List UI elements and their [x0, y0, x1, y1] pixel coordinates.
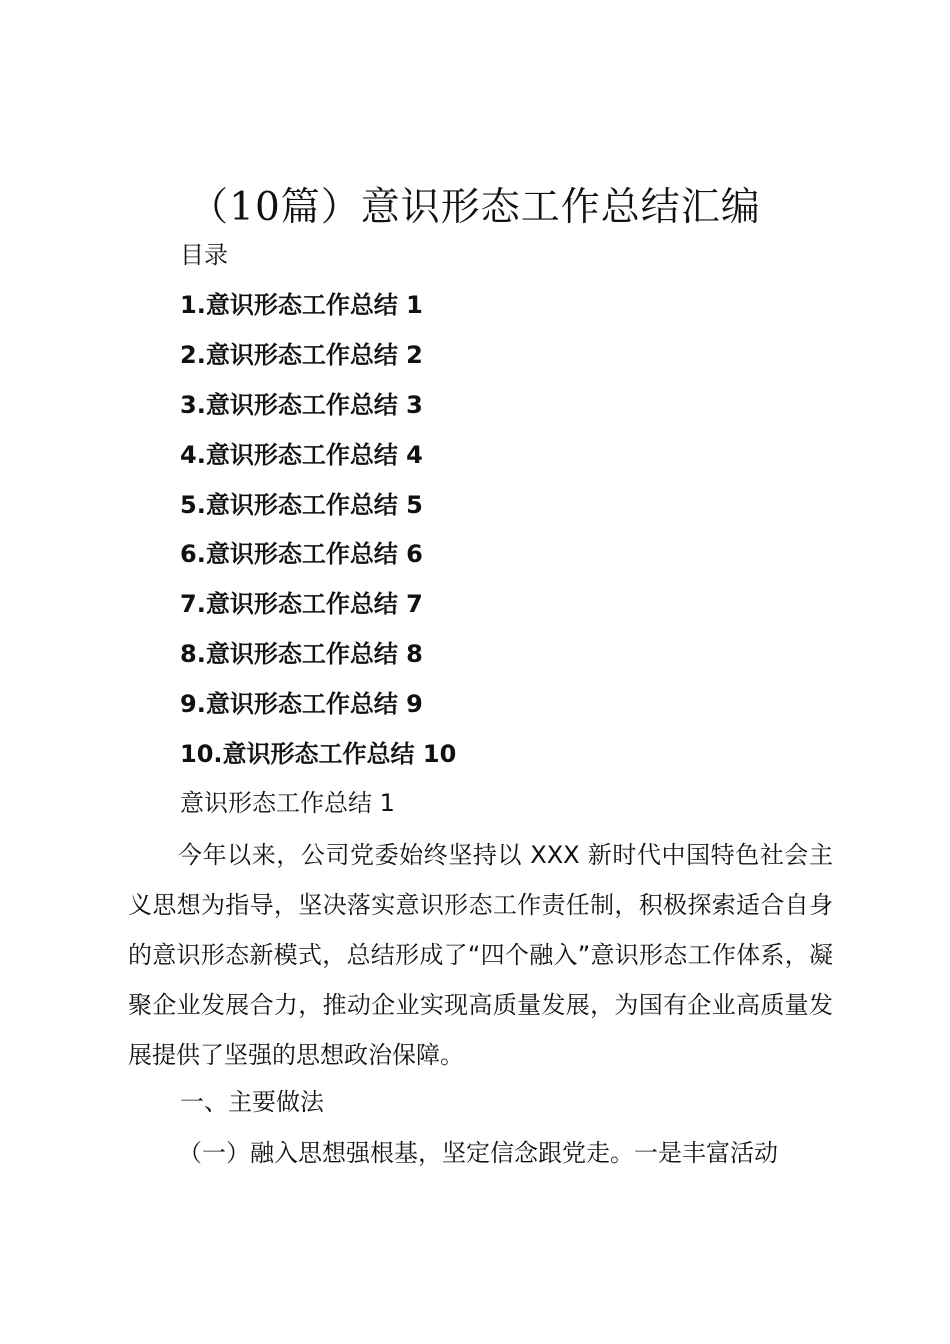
toc-item-6[interactable]: 6.意识形态工作总结 6 [180, 540, 423, 569]
table-of-contents [180, 288, 456, 787]
document-title: （10篇）意识形态工作总结汇编 [189, 185, 761, 230]
toc-item-1[interactable]: 1.意识形态工作总结 1 [180, 291, 423, 319]
section-title: 意识形态工作总结 1 [180, 789, 395, 817]
toc-heading: 目录 [180, 241, 228, 269]
toc-item-2[interactable]: 2.意识形态工作总结 2 [180, 340, 423, 369]
toc-item-9[interactable]: 9.意识形态工作总结 9 [180, 690, 423, 719]
toc-item-10[interactable]: 10.意识形态工作总结 10 [180, 740, 457, 769]
toc-item-7[interactable]: 7.意识形态工作总结 7 [180, 590, 423, 619]
sub-paragraph: （一）融入思想强根基，坚定信念跟党走。一是丰富活动 [178, 1139, 778, 1167]
section-heading: 一、主要做法 [180, 1088, 324, 1116]
body-paragraph: 今年以来，公司党委始终坚持以 XXX 新时代中国特色社会主义思想为指导，坚决落实意识形态工作责任制，积极探索适合自身的意识形态新模式，总结形成了“四个融入”意识形态工作体系，凝聚企业发展合力，推动企业实现高质量发展，为国有企业高质量发展提供了坚强的思想政治保障。 [128, 841, 833, 1069]
toc-item-3[interactable]: 3.意识形态工作总结 3 [180, 390, 423, 419]
toc-item-8[interactable]: 8.意识形态工作总结 8 [180, 640, 423, 669]
toc-item-4[interactable]: 4.意识形态工作总结 4 [180, 440, 423, 469]
toc-item-5[interactable]: 5.意识形态工作总结 5 [180, 490, 423, 519]
